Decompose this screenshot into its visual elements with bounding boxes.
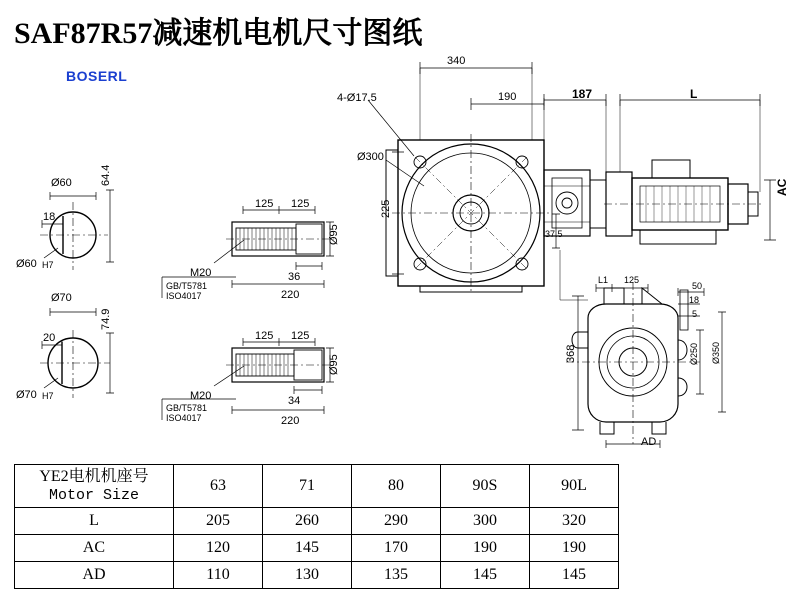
dimension-dim-D350: Ø350 (711, 341, 721, 364)
table-cell-ad-80: 135 (352, 562, 441, 589)
dimension-dim-D95b: Ø95 (328, 354, 340, 375)
dimension-dim-749: 74.9 (100, 308, 112, 330)
dimension-dim-AC: AC (775, 178, 789, 196)
table-cell-ac-80: 170 (352, 535, 441, 562)
table-header-cn: YE2电机机座号 (39, 467, 149, 485)
dimension-dim-D250: Ø250 (689, 342, 699, 365)
dimension-dim-644: 64.4 (100, 164, 112, 186)
table-col-3: 90S (441, 465, 530, 508)
dimension-dim-34: 34 (288, 395, 301, 407)
dimension-dim-125b: 125 (291, 198, 310, 210)
table-row (15, 508, 619, 535)
main-assembly-front-view (368, 100, 552, 292)
table-cell-l-90l: 320 (530, 508, 619, 535)
dimension-dim-L-top: L (690, 87, 698, 101)
table-row (15, 562, 619, 589)
table-row (15, 535, 619, 562)
table-cell-l-71: 260 (263, 508, 352, 535)
motor-side-view (604, 160, 764, 244)
table-cell-l-90s: 300 (441, 508, 530, 535)
dimension-dim-AD: AD (641, 436, 657, 448)
gear-unit-side-view (544, 170, 606, 236)
page-title: SAF87R57减速机电机尺寸图纸 (14, 17, 423, 50)
dimension-dim-GB1b: GB/T5781 (166, 403, 208, 413)
dimension-dim-18: 18 (43, 211, 56, 223)
dimension-dim-125d: 125 (291, 330, 310, 342)
table-cell-ad-63: 110 (174, 562, 263, 589)
dimension-dim-18b: 18 (689, 295, 700, 305)
dimension-dim-125a: 125 (255, 198, 274, 210)
dimension-dim-D70: Ø70 (51, 292, 72, 304)
table-row-label-l: L (15, 508, 174, 535)
dimension-dim-4xD175: 4-Ø17.5 (337, 92, 377, 104)
table-cell-ac-90s: 190 (441, 535, 530, 562)
table-cell-ad-71: 130 (263, 562, 352, 589)
dimension-dim-M20a: M20 (190, 267, 212, 279)
table-cell-ac-63: 120 (174, 535, 263, 562)
dimension-dim-125e: 125 (624, 275, 640, 285)
dimension-dim-220b: 220 (281, 415, 300, 427)
table-col-2: 80 (352, 465, 441, 508)
motor-size-table (14, 464, 619, 589)
dimension-dim-368: 368 (565, 344, 577, 363)
table-cell-ac-71: 145 (263, 535, 352, 562)
dimension-dim-D300: Ø300 (357, 151, 384, 163)
dimension-dim-20: 20 (43, 332, 56, 344)
dimension-dim-187: 187 (572, 87, 593, 101)
table-row-label-ac: AC (15, 535, 174, 562)
table-header-en: Motor Size (48, 487, 139, 504)
dimension-dim-D95a: Ø95 (328, 224, 340, 245)
dimension-dim-220a: 220 (281, 289, 300, 301)
dimension-dim-50: 50 (692, 281, 703, 291)
table-col-1: 71 (263, 465, 352, 508)
dimension-dim-375: 37.5 (545, 229, 563, 239)
brand-logo: BOSERL (66, 68, 128, 84)
dimension-dim-M20b: M20 (190, 390, 212, 402)
dimension-dim-5: 5 (692, 309, 698, 319)
table-cell-l-63: 205 (174, 508, 263, 535)
table-cell-l-80: 290 (352, 508, 441, 535)
housing-end-view (560, 250, 726, 448)
dimension-dim-225: 225 (380, 199, 392, 218)
table-cell-ac-90l: 190 (530, 535, 619, 562)
dimension-dim-340: 340 (447, 55, 466, 67)
dimension-dim-36: 36 (288, 271, 301, 283)
table-cell-ad-90s: 145 (441, 562, 530, 589)
table-col-4: 90L (530, 465, 619, 508)
dimension-dim-D60H7-sup: H7 (42, 260, 54, 270)
dimension-dim-125c: 125 (255, 330, 274, 342)
dimension-dim-ISO1b: ISO4017 (166, 413, 202, 423)
shaft-60-view (40, 190, 114, 270)
dimension-dim-D70H7-sup: H7 (42, 391, 54, 401)
dimension-dim-D60: Ø60 (51, 177, 72, 189)
dimension-dim-D60H7: Ø60 (16, 258, 37, 270)
dimension-dim-190: 190 (498, 91, 517, 103)
dimension-dim-D70H7: Ø70 (16, 389, 37, 401)
table-cell-ad-90l: 145 (530, 562, 619, 589)
dimension-dim-GB1a: GB/T5781 (166, 281, 208, 291)
dimension-dim-L1: L1 (598, 275, 609, 285)
table-row-label-ad: AD (15, 562, 174, 589)
table-col-0: 63 (174, 465, 263, 508)
table-header-label (15, 465, 174, 508)
dimension-dim-ISO1a: ISO4017 (166, 291, 202, 301)
